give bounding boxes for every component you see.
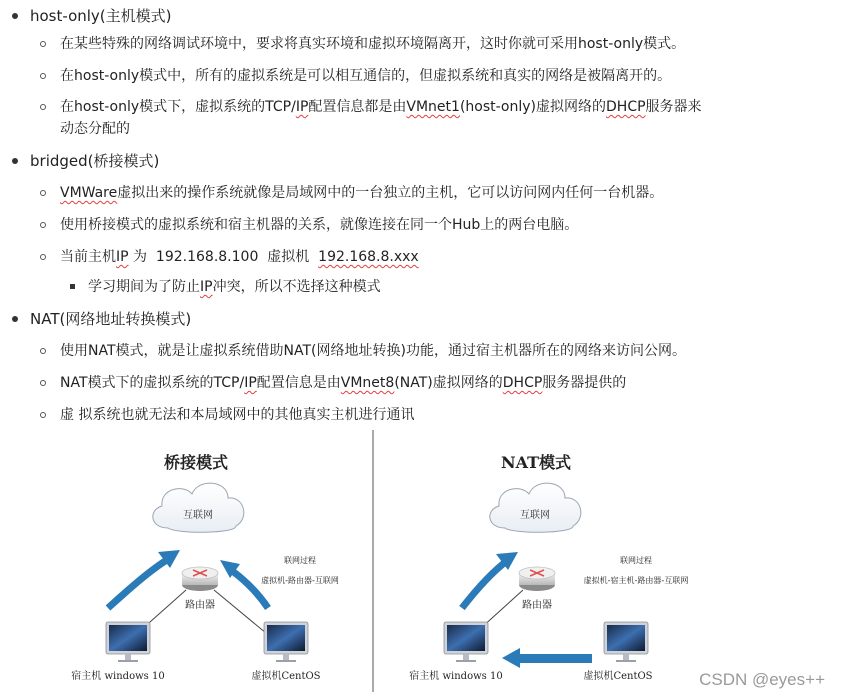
watermark: CSDN @eyes++ [699,670,825,689]
list-item: 使用桥接模式的虚拟系统和宿主机器的关系，就像连接在同一个Hub上的两台电脑。 [60,217,579,233]
process-title: 联网过程 [620,556,652,565]
bullet [40,348,46,354]
text-segment: 学习期间为了防止 [88,279,200,295]
list-item: 使用NAT模式，就是让虚拟系统借助NAT(网络地址转换)功能，通过宿主机器所在的网络来访问公网。 [60,343,686,359]
list-item [88,278,381,296]
bullet [40,73,46,79]
spellcheck-word: VMWare [60,185,118,201]
monitor-icon [106,622,150,662]
list-item: 虚 拟系统也就无法和本局域网中的其他真实主机进行通讯 [60,407,415,423]
spellcheck-word: DHCP [606,99,646,115]
monitor-icon [264,622,308,662]
bullet [40,412,46,418]
host-label: 宿主机 windows 10 [71,671,165,682]
bullet [12,13,18,19]
network-mode-diagram [0,430,841,698]
spellcheck-word: IP [116,249,129,265]
nat-arrowhead-vm [502,648,520,668]
section-title: bridged(桥接模式) [30,152,160,170]
text-segment: 冲突，所以不选择这种模式 [212,279,381,295]
text-segment: (host-only)虚拟网络的 [459,99,607,115]
text-segment: 配置信息都是由 [308,99,407,115]
bridged-diagram [71,453,339,682]
bridged-arrow-vm [228,568,268,608]
text-segment: 虚拟出来的操作系统就像是局域网中的一台独立的主机，它可以访问网内任何一台机器。 [117,185,664,201]
nat-diagram [409,453,688,682]
diagram-title: 桥接模式 [163,453,229,472]
text-segment: 配置信息是由 [256,375,341,391]
bullet [40,104,46,110]
router-label: 路由器 [522,600,552,611]
section-title: host-only(主机模式) [30,7,172,25]
bullet [40,190,46,196]
list-item-continuation: 动态分配的 [60,121,130,137]
text-segment: NAT模式下的虚拟系统的TCP/ [60,375,245,391]
router-icon [519,567,555,591]
router-icon [182,567,218,591]
spellcheck-word: DHCP [502,375,543,391]
list-item [60,184,663,202]
vm-label: 虚拟机CentOS [583,671,653,682]
bridged-arrow-host [108,558,170,608]
text-segment: (NAT)虚拟网络的 [394,375,503,391]
vm-label: 虚拟机CentOS [251,671,321,682]
list-item [60,248,419,266]
bullet [40,41,46,47]
host-label: 宿主机 windows 10 [409,671,503,682]
list-item: 在host-only模式中，所有的虚拟系统是可以相互通信的，但虚拟系统和真实的网络是被隔离开的。 [60,68,672,84]
list-item: 在某些特殊的网络调试环境中，要求将真实环境和虚拟环境隔离开，这时你就可采用host-only模式。 [60,36,686,52]
spellcheck-word: 192.168.8.xxx [318,249,419,265]
diagram-title: NAT模式 [500,453,572,472]
bullet [40,222,46,228]
process-title: 联网过程 [284,556,316,565]
router-label: 路由器 [185,600,215,611]
spellcheck-word: IP [295,99,309,115]
nat-arrow-vm-shaft [518,654,592,663]
bullet [70,284,75,289]
text-segment: 为 192.168.8.100 虚拟机 [128,249,319,265]
monitor-icon [604,622,648,662]
text-segment: 当前主机 [60,249,116,265]
text-segment: 服务器提供的 [542,375,627,391]
spellcheck-word: IP [244,375,257,391]
section-title: NAT(网络地址转换模式) [30,310,192,328]
spellcheck-word: VMnet8 [340,375,395,391]
cloud-icon [153,483,244,532]
bullet [40,254,46,260]
monitor-icon [444,622,488,662]
spellcheck-word: VMnet1 [406,99,460,115]
text-segment: 服务器来 [645,99,702,115]
process-text: 虚拟机-宿主机-路由器-互联网 [583,576,689,585]
cloud-label: 互联网 [183,510,213,521]
bullet [40,380,46,386]
spellcheck-word: IP [200,279,213,295]
cloud-label: 互联网 [520,510,550,521]
process-text: 虚拟机-路由器-互联网 [261,576,339,585]
cloud-icon [490,483,581,532]
nat-arrow-host [462,560,508,608]
list-item [60,374,626,392]
bullet [12,316,18,322]
bullet [12,158,18,164]
text-segment: 在host-only模式下，虚拟系统的TCP/ [60,99,296,115]
list-item [60,98,702,116]
